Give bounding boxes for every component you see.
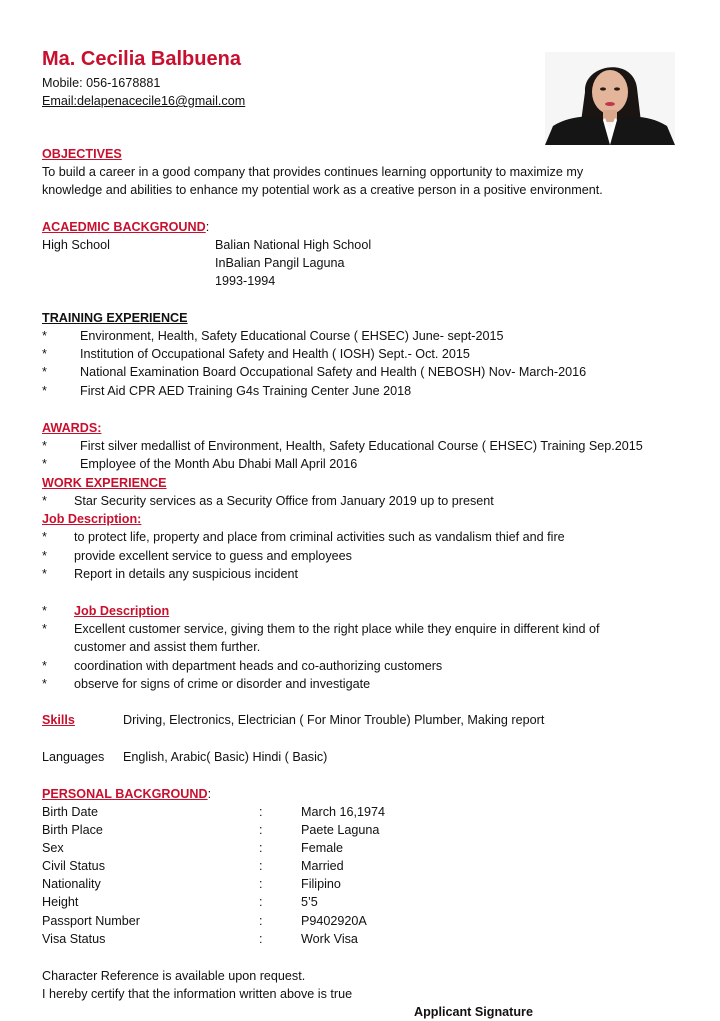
training-heading: TRAINING EXPERIENCE [42, 311, 188, 325]
personal-value: 5’5 [301, 895, 318, 909]
personal-colon: : [259, 914, 263, 928]
personal-value: Female [301, 841, 343, 855]
bullet-icon: * [42, 530, 47, 544]
academic-heading-text: ACAEDMIC BACKGROUND [42, 220, 206, 234]
work-item: Star Security services as a Security Office from January 2019 up to present [74, 494, 494, 508]
table-row [0, 821, 720, 839]
academic-heading [42, 218, 209, 236]
award-item: First silver medallist of Environment, Health, Safety Educational Course ( EHSEC) Training Sep.2015 [80, 439, 643, 453]
applicant-signature-label: Applicant Signature [414, 1005, 533, 1019]
personal-label: Visa Status [42, 932, 106, 946]
awards-heading: AWARDS: [42, 421, 102, 435]
personal-label: Height [42, 895, 79, 909]
personal-colon: : [259, 841, 263, 855]
bullet-icon: * [42, 439, 47, 453]
personal-heading [42, 785, 211, 803]
training-item: Institution of Occupational Safety and Health ( IOSH) Sept.- Oct. 2015 [80, 347, 470, 361]
table-row [0, 912, 720, 930]
bullet-icon: * [42, 567, 47, 581]
applicant-photo [545, 52, 675, 145]
languages-label: Languages [42, 750, 105, 764]
bullet-icon: * [42, 384, 47, 398]
table-row [0, 839, 720, 857]
skills-value: Driving, Electronics, Electrician ( For Minor Trouble) Plumber, Making report [123, 713, 545, 727]
personal-colon: : [259, 895, 263, 909]
personal-value: P9402920A [301, 914, 367, 928]
job-item: coordination with department heads and co-authorizing customers [74, 659, 443, 673]
objectives-text-line2: knowledge and abilities to enhance my potential work as a creative person in a positive environment. [42, 183, 603, 197]
job-item: Excellent customer service, giving them to the right place while they enquire in different kind of [74, 622, 600, 636]
table-row [0, 930, 720, 948]
training-item: First Aid CPR AED Training G4s Training Center June 2018 [80, 384, 412, 398]
table-row [0, 893, 720, 911]
portrait-icon [545, 52, 675, 145]
job-description-heading-colon: : [137, 512, 142, 526]
personal-colon: : [259, 932, 263, 946]
personal-colon: : [259, 859, 263, 873]
personal-colon: : [259, 823, 263, 837]
personal-label: Passport Number [42, 914, 140, 928]
work-experience-heading: WORK EXPERIENCE [42, 476, 167, 490]
job-item: observe for signs of crime or disorder and investigate [74, 677, 371, 691]
personal-label: Birth Place [42, 823, 103, 837]
personal-value: Paete Laguna [301, 823, 380, 837]
personal-value: Work Visa [301, 932, 358, 946]
job-description-heading-text: Job Description [42, 512, 138, 526]
character-reference-note: Character Reference is available upon request. [42, 969, 306, 983]
bullet-icon: * [42, 347, 47, 361]
personal-heading-colon: : [207, 787, 212, 801]
personal-label: Nationality [42, 877, 101, 891]
training-item: National Examination Board Occupational Safety and Health ( NEBOSH) Nov- March-2016 [80, 365, 587, 379]
award-item: Employee of the Month Abu Dhabi Mall April 2016 [80, 457, 358, 471]
mobile-number: Mobile: 056-1678881 [42, 76, 161, 90]
bullet-icon: * [42, 365, 47, 379]
job-description-heading [42, 510, 141, 528]
job-item: to protect life, property and place from criminal activities such as vandalism thief and fire [74, 530, 565, 544]
bullet-icon: * [42, 549, 47, 563]
personal-colon: : [259, 877, 263, 891]
email-address[interactable]: Email:delapenacecile16@gmail.com [42, 94, 246, 108]
job-item: Report in details any suspicious incident [74, 567, 299, 581]
academic-years: 1993-1994 [215, 274, 276, 288]
personal-label: Sex [42, 841, 64, 855]
personal-label: Birth Date [42, 805, 98, 819]
table-row [0, 875, 720, 893]
bullet-icon: * [42, 494, 47, 508]
table-row [0, 857, 720, 875]
bullet-icon: * [42, 457, 47, 471]
objectives-text-line1: To build a career in a good company that provides continues learning opportunity to maximize my [42, 165, 584, 179]
skills-label: Skills [42, 713, 75, 727]
personal-value: Filipino [301, 877, 341, 891]
job-description-heading-2: Job Description [74, 604, 170, 618]
training-item: Environment, Health, Safety Educational Course ( EHSEC) June- sept-2015 [80, 329, 504, 343]
personal-heading-text: PERSONAL BACKGROUND [42, 787, 208, 801]
bullet-icon: * [42, 677, 47, 691]
bullet-icon: * [42, 329, 47, 343]
personal-value: Married [301, 859, 344, 873]
applicant-name: Ma. Cecilia Balbuena [42, 48, 241, 70]
bullet-icon: * [42, 659, 47, 673]
academic-address: InBalian Pangil Laguna [215, 256, 345, 270]
languages-value: English, Arabic( Basic) Hindi ( Basic) [123, 750, 328, 764]
academic-school: Balian National High School [215, 238, 372, 252]
academic-heading-colon: : [205, 220, 210, 234]
table-row [0, 803, 720, 821]
bullet-icon: * [42, 604, 47, 618]
bullet-icon: * [42, 622, 47, 636]
job-item: provide excellent service to guess and employees [74, 549, 352, 563]
personal-label: Civil Status [42, 859, 105, 873]
personal-colon: : [259, 805, 263, 819]
objectives-heading: OBJECTIVES [42, 147, 122, 161]
academic-level: High School [42, 238, 110, 252]
job-item-continuation: customer and assist them further. [74, 640, 261, 654]
certification-statement: I hereby certify that the information written above is true [42, 987, 353, 1001]
personal-value: March 16,1974 [301, 805, 386, 819]
